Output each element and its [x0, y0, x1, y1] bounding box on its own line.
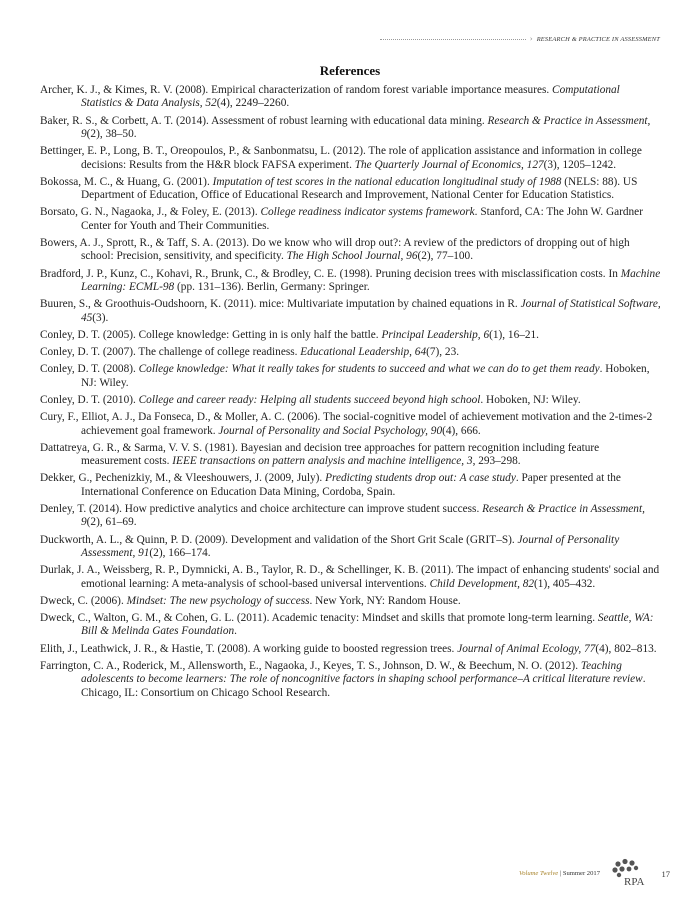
page-number: 17 — [661, 869, 670, 879]
reference-item — [40, 643, 662, 656]
reference-item — [40, 84, 662, 111]
running-title: RESEARCH & PRACTICE IN ASSESSMENT — [536, 35, 660, 43]
rpa-logo-icon — [610, 858, 646, 890]
reference-italic: College and career ready: Helping all students succeed beyond high school — [138, 393, 481, 406]
reference-item — [40, 363, 662, 390]
page-footer — [440, 858, 670, 892]
reference-text: . Paper presented at the International Conference on Education Data Mining, Cordoba, Spain. — [81, 472, 621, 498]
header-dotted-rule — [380, 39, 526, 40]
reference-text: Bowers, A. J., Sprott, R., & Taff, S. A. (2013). Do we know who will drop out?: A review of the predictors of dropping out of high school: Precision, sensitivity, and specificity. — [40, 237, 630, 263]
reference-text: (3). — [92, 311, 109, 324]
reference-text: Conley, D. T. (2008). — [40, 363, 139, 376]
reference-italic: IEEE transactions on pattern analysis and machine intelligence, 3 — [172, 455, 473, 468]
reference-italic: Journal of Statistical Software, 45 — [81, 298, 661, 324]
reference-item — [40, 442, 662, 469]
journal-issue — [519, 870, 600, 877]
reference-text: Dweck, C. (2006). — [40, 594, 127, 607]
reference-item — [40, 298, 662, 325]
reference-item — [40, 394, 662, 407]
reference-item — [40, 660, 662, 700]
reference-text: Farrington, C. A., Roderick, M., Allensworth, E., Nagaoka, J., Keyes, T. S., Johnson, D. W., & Beechum, N. O. (2012). — [40, 659, 581, 672]
reference-text: Baker, R. S., & Corbett, A. T. (2014). Assessment of robust learning with educational data mining. — [40, 114, 488, 127]
footer-separator: | — [558, 870, 563, 877]
reference-item — [40, 206, 662, 233]
reference-text: (4), 666. — [442, 424, 481, 437]
reference-item — [40, 346, 662, 359]
reference-italic: College readiness indicator systems framework — [260, 206, 475, 219]
reference-text: (3), 1205–1242. — [543, 158, 617, 171]
reference-item — [40, 329, 662, 342]
reference-text: Buuren, S., & Groothuis-Oudshoorn, K. (2011). mice: Multivariate imputation by chained equations in R. — [40, 298, 521, 311]
reference-item — [40, 472, 662, 499]
reference-italic: Principal Leadership, 6 — [381, 328, 490, 341]
reference-text: (2), 166–174. — [149, 546, 211, 559]
reference-text: (2), 61–69. — [86, 516, 137, 529]
reference-text: . Stanford, CA: The John W. Gardner Center for Youth and Their Communities. — [81, 206, 643, 232]
reference-text: (2), 77–100. — [417, 250, 474, 263]
reference-item — [40, 176, 662, 203]
reference-text: Bradford, J. P., Kunz, C., Kohavi, R., Brunk, C., & Brodley, C. E. (1998). Pruning decision trees with misclassification costs. In — [40, 267, 621, 280]
reference-text: Cury, F., Elliot, A. J., Da Fonseca, D., & Moller, A. C. (2006). The social-cognitive model of achievement motivation and the 2-times-2 achievement goal framework. — [40, 411, 653, 437]
reference-item — [40, 612, 662, 639]
reference-list — [40, 84, 662, 704]
reference-text: (1), 16–21. — [489, 328, 539, 341]
reference-text: . — [234, 625, 237, 638]
reference-text: (1), 405–432. — [534, 577, 596, 590]
reference-text: (7), 23. — [426, 346, 460, 359]
reference-italic: Research & Practice in Assessment, 9 — [81, 502, 645, 529]
reference-item — [40, 595, 662, 608]
reference-item — [40, 268, 662, 295]
reference-text: (NELS: 88). US Department of Education, Office of Educational Research and Improvement, National Center for Education Statistics. — [81, 175, 638, 202]
reference-text: Duckworth, A. L., & Quinn, P. D. (2009). Development and validation of the Short Grit Scale (GRIT–S). — [40, 533, 518, 546]
reference-text: Bettinger, E. P., Long, B. T., Oreopoulos, P., & Sanbonmatsu, L. (2012). The role of application assistance and information in college decisions: Results from the H&R block FAFSA experiment. — [40, 145, 642, 171]
season-label: Summer 2017 — [562, 870, 600, 877]
reference-text: Bokossa, M. C., & Huang, G. (2001). — [40, 175, 213, 188]
reference-italic: Journal of Personality and Social Psychology, 90 — [218, 424, 443, 437]
reference-italic: The High School Journal, 96 — [286, 250, 418, 263]
reference-italic: Research & Practice in Assessment, 9 — [81, 114, 651, 141]
logo-text: RPA — [624, 876, 645, 888]
reference-text: Borsato, G. N., Nagaoka, J., & Foley, E. (2013). — [40, 206, 261, 219]
page-title: References — [319, 63, 381, 78]
reference-text: (pp. 131–136). Berlin, Germany: Springer. — [174, 281, 370, 294]
reference-italic: Child Development, 82 — [429, 577, 535, 590]
reference-italic: Imputation of test scores in the national education longitudinal study of 1988 — [212, 175, 562, 188]
reference-text: . Hoboken, NJ: Wiley. — [480, 393, 581, 406]
reference-text: (4), 802–813. — [595, 642, 657, 655]
chevron-right-icon: › — [529, 35, 533, 43]
reference-text: Conley, D. T. (2005). College knowledge: Getting in is only half the battle. — [40, 328, 382, 341]
reference-text: Archer, K. J., & Kimes, R. V. (2008). Empirical characterization of random forest variable importance measures. — [40, 84, 553, 96]
reference-italic: College knowledge: What it really takes for students to succeed and what we can do to get them ready — [138, 363, 600, 376]
reference-italic: The Quarterly Journal of Economics, 127 — [354, 158, 544, 171]
reference-italic: Machine Learning: ECML-98 — [81, 267, 661, 294]
reference-text: . Hoboken, NJ: Wiley. — [81, 363, 650, 389]
reference-italic: Computational Statistics & Data Analysis, 52 — [81, 84, 620, 110]
reference-italic: Teaching adolescents to become learners: The role of noncognitive factors in shaping school performance–A critical literature review — [81, 659, 643, 686]
reference-item — [40, 145, 662, 172]
running-header — [380, 34, 660, 44]
reference-item — [40, 564, 662, 591]
reference-text: Dekker, G., Pechenizkiy, M., & Vleeshouwers, J. (2009, July). — [40, 472, 326, 485]
reference-item — [40, 115, 662, 142]
reference-italic: Predicting students drop out: A case study — [325, 472, 516, 485]
reference-italic: Journal of Personality Assessment, 91 — [81, 533, 620, 559]
reference-text: (4), 2249–2260. — [216, 97, 290, 110]
reference-italic: Seattle, WA: Bill & Melinda Gates Foundation — [81, 611, 654, 638]
reference-text: . Chicago, IL: Consortium on Chicago School Research. — [81, 673, 646, 699]
reference-text: Denley, T. (2014). How predictive analytics and choice architecture can improve student success. — [40, 502, 483, 515]
reference-text: (2), 38–50. — [86, 128, 137, 141]
reference-text: Dweck, C., Walton, G. M., & Cohen, G. L. (2011). Academic tenacity: Mindset and skills that promote long-term learning. — [40, 611, 598, 624]
reference-text: Elith, J., Leathwick, J. R., & Hastie, T. (2008). A working guide to boosted regression trees. — [40, 642, 458, 655]
reference-italic: Journal of Animal Ecology, 77 — [457, 642, 596, 655]
reference-item — [40, 237, 662, 264]
reference-item — [40, 503, 662, 530]
reference-text: Conley, D. T. (2007). The challenge of college readiness. — [40, 346, 301, 359]
reference-italic: Mindset: The new psychology of success — [126, 594, 310, 607]
reference-text: Dattatreya, G. R., & Sarma, V. V. S. (1981). Bayesian and decision tree approaches for pattern recognition including feature measurement costs. — [40, 441, 600, 468]
reference-text: . New York, NY: Random House. — [309, 594, 461, 607]
reference-text: , 293–298. — [472, 455, 521, 468]
reference-item — [40, 534, 662, 561]
volume-label: Volume Twelve — [518, 870, 559, 877]
reference-text: Durlak, J. A., Weissberg, R. P., Dymnicki, A. B., Taylor, R. D., & Schellinger, K. B. (2011). The impact of enhancing students' social and emotional learning: A meta-analysis of school-based universal interventions. — [40, 564, 660, 590]
reference-italic: Educational Leadership, 64 — [300, 346, 427, 359]
reference-item — [40, 411, 662, 438]
reference-text: Conley, D. T. (2010). — [40, 393, 139, 406]
